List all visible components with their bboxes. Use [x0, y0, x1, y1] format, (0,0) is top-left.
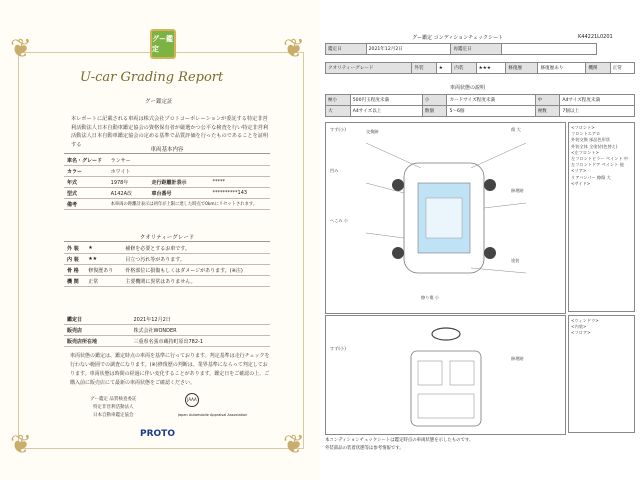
damage-label: すず(小)	[330, 127, 346, 132]
value: ホワイト	[108, 166, 270, 177]
note-line: <リア>	[571, 168, 587, 174]
value: 本車両の距離計表示は初年が上限に達した時点で0kmにリセットされます。	[108, 199, 270, 210]
damage-label: 塗装	[511, 258, 520, 263]
cell: A4サイズ以上	[350, 106, 422, 117]
value: *****	[210, 177, 270, 188]
note-line: 左フロントピラー ペイント 中	[571, 156, 629, 162]
value: 三重県名張市蔵持町原出782-1	[131, 336, 271, 347]
stars: ★	[85, 243, 122, 254]
footer-note-1: 本コンディションチェックシートは鑑定時点の車両状態を示したものです。	[325, 438, 474, 443]
label: 骨 格	[64, 265, 85, 276]
value: **********143	[210, 188, 270, 199]
report-title: U-car Grading Report	[80, 70, 224, 85]
sheet-title: グー鑑定 コンディションチェックシート	[412, 35, 503, 41]
proto-logo: PROTO	[140, 429, 175, 439]
note-line: 左フロントドア ペイント 他	[571, 162, 624, 168]
label: 鑑定日	[64, 314, 131, 325]
interior-diagram	[325, 315, 566, 435]
value: 2021年12月2日	[131, 314, 271, 325]
stars: 修復歴あり	[85, 265, 122, 276]
condition-check-sheet	[320, 0, 640, 480]
goo-logo: グー鑑定	[150, 29, 176, 59]
damage-label: すず(小)	[330, 346, 346, 351]
cell: 2021年12月2日	[366, 44, 451, 55]
value: ランサー	[108, 155, 270, 166]
cell: ★★★	[476, 63, 506, 74]
condition-title: 車両状態の説明	[450, 85, 486, 91]
label: 外 装	[64, 243, 85, 254]
ornament-top-right: ❦	[283, 34, 305, 64]
label: 型式	[64, 188, 108, 199]
damage-label: 修理跡	[511, 356, 524, 361]
cell: ★	[436, 63, 452, 74]
exterior-diagram	[325, 122, 566, 314]
cell: 機関	[586, 63, 610, 74]
desc: 補修を必要とするお車です。	[122, 243, 270, 254]
label: 走行距離計表示	[148, 177, 209, 188]
assoc-line: 日本自動車鑑定協会	[92, 413, 134, 418]
cell: A4サイズ程度未満	[560, 95, 635, 106]
desc: 主要機関に異常はありません。	[122, 276, 270, 287]
note-line: 外装交換 部品色形状	[571, 137, 611, 143]
cell: 数個	[422, 106, 447, 117]
value: A142A改	[108, 188, 149, 199]
ornament-top-left: ❦	[10, 34, 32, 64]
intro-text: 本レポートに記載される車両は株式会社プロトコーポレーションが委託する特定非営利活動法人日本自動車鑑定協会の資格保有者が厳選かつ公平な検査を行い特定非営利活動法人日本自動車鑑定協会の定める基準で品質評価を行ったものであることを証明する	[71, 116, 269, 148]
note-line: <内装>	[571, 324, 587, 330]
cell: 極小	[326, 95, 351, 106]
side-notes	[568, 122, 635, 312]
desc: 骨格部位に損傷もしくはダメージがあります。(※注)	[122, 265, 270, 276]
label: 機 関	[64, 276, 85, 287]
cell: 鑑定日	[326, 44, 367, 55]
footer-note-2: 外装部品の装着状態等は参考情報です。	[325, 446, 404, 451]
cell	[502, 44, 597, 55]
label: 販売店	[64, 325, 131, 336]
cell: 5～6個	[447, 106, 535, 117]
label: 車名・グレード	[64, 155, 108, 166]
date-row	[325, 43, 597, 55]
cell: 修復歴	[506, 63, 538, 74]
label: 年式	[64, 177, 108, 188]
cell: 再鑑定日	[451, 44, 502, 55]
certificate-label: グー鑑定証	[145, 99, 173, 105]
cell: 小	[422, 95, 447, 106]
assoc-line: 特定非営利活動法人	[92, 405, 134, 410]
dealer-table	[64, 314, 270, 347]
damage-label: 修理跡	[511, 188, 524, 193]
ornament-bottom-right: ❦	[283, 430, 305, 460]
stars: ★★	[85, 254, 122, 265]
interior-seat-icon	[326, 316, 565, 434]
vehicle-section-title: 車両基本内容	[64, 145, 270, 154]
interior-notes	[568, 315, 635, 433]
cell: 中	[535, 95, 560, 106]
quality-section-title: クオリティーグレード	[64, 233, 270, 242]
label: 備考	[64, 199, 108, 210]
car-top-view-icon	[326, 123, 565, 313]
cell: 修復歴あり	[538, 63, 586, 74]
cell: クオリティーグレード	[326, 63, 412, 74]
damage-label: へこみ 小	[330, 218, 349, 223]
cell: 7個以上	[560, 106, 635, 117]
vehicle-table	[64, 155, 270, 210]
value: 株式会社WONDER	[131, 325, 271, 336]
size-legend	[325, 94, 635, 117]
note-line: <フロント>	[571, 125, 595, 130]
damage-label: 擦り傷 小	[421, 295, 440, 300]
damage-label: 凹み	[330, 168, 339, 173]
association-block	[90, 396, 136, 420]
note-line: リアバンパー 擦傷 大	[571, 174, 611, 180]
jaaa-label: Japan Automobile Appraisal Association	[178, 413, 248, 417]
ornament-bottom-left: ❦	[10, 430, 32, 460]
document-id: K44221L0201	[578, 34, 613, 40]
cell: 内装	[452, 63, 476, 74]
note-line: <ウィンドウ>	[571, 318, 599, 323]
stars: 正常	[85, 276, 122, 287]
cell: 正常	[610, 63, 634, 74]
cell: 500円玉程度未満	[350, 95, 422, 106]
label: 内 装	[64, 254, 85, 265]
label: 車台番号	[148, 188, 209, 199]
note-line: フロントエアロ	[571, 131, 601, 137]
appraisal-note: 車両状態の鑑定は、鑑定時点の車両を基準に行っております。判定基準は走行チェックを行わない範囲での調査になります。(※)修復歴の判断は、業界基準にならって判定しております。車両状態は時間の経過に伴い変化することがあります。鑑定日をご確認の上、ご購入前に販売店にて最新の車両状態をご確認ください。	[70, 353, 270, 386]
grade-row	[325, 62, 635, 74]
cell: 複数	[535, 106, 560, 117]
assoc-line: グー鑑定 品質検査委託	[90, 397, 137, 402]
damage-label: 傷 大	[511, 127, 521, 132]
cell: カードサイズ程度未満	[447, 95, 535, 106]
quality-table	[64, 243, 270, 287]
note-line: <フロア>	[571, 330, 591, 336]
jaaa-logo-icon: JAAA	[185, 393, 199, 407]
note-line: <サイド>	[571, 180, 591, 186]
desc: 目立つ汚れ等があります。	[122, 254, 270, 265]
cell: 大	[326, 106, 351, 117]
value: 1978年	[108, 177, 149, 188]
note-line: <左フロント>	[571, 149, 599, 155]
damage-label: 交換跡	[366, 129, 379, 134]
label: 販売店所在地	[64, 336, 131, 347]
cell: 外装	[412, 63, 436, 74]
note-line: 外装全体 全塗装(色替え)	[571, 143, 618, 149]
label: カラー	[64, 166, 108, 177]
